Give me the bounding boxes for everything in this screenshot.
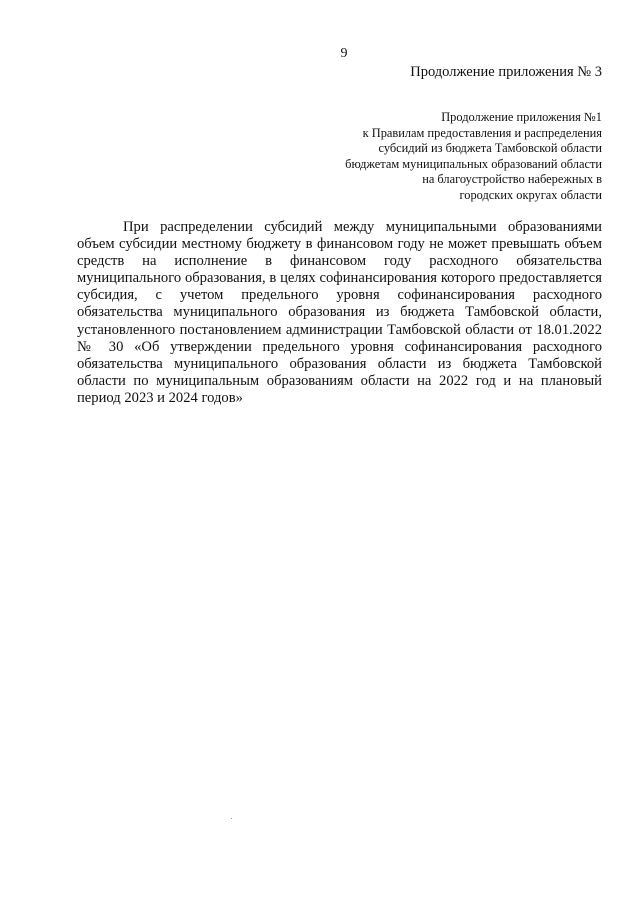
appendix-header-line: Продолжение приложения №1 bbox=[441, 110, 602, 124]
body-paragraph: При распределении субсидий между муниципальными образованиями объем субсидии местному бюджету в финансовом году не может превышать объем средств на исполнение в финансовом году расходного обязательства муниципального образования, в целях софинансирования которого предоставляется субсидия, с учетом предельного уровня софинансирования расходного обязательства муниципального образования из бюджета Тамбовской области, установленного постановлением администрации Тамбовской области от 18.01.2022 № 30 «Об утверждении предельного уровня софинансирования расходного обязательства муниципального образования области из бюджета Тамбовской области по муниципальным образованиям области на 2022 год и на плановый период 2023 и 2024 годов» bbox=[77, 219, 602, 406]
appendix-header-line: бюджетам муниципальных образований области bbox=[345, 156, 602, 171]
continuation-title: Продолжение приложения № 3 bbox=[410, 64, 602, 80]
appendix-header-line: субсидий из бюджета Тамбовской области bbox=[378, 141, 602, 156]
appendix-header-line: городских округах области bbox=[459, 187, 602, 202]
page-number: 9 bbox=[340, 46, 348, 61]
appendix-header bbox=[345, 110, 602, 204]
scan-speck bbox=[231, 818, 232, 819]
appendix-header-line: на благоустройство набережных в bbox=[422, 172, 602, 187]
appendix-header-line: к Правилам предоставления и распределения bbox=[362, 125, 602, 140]
